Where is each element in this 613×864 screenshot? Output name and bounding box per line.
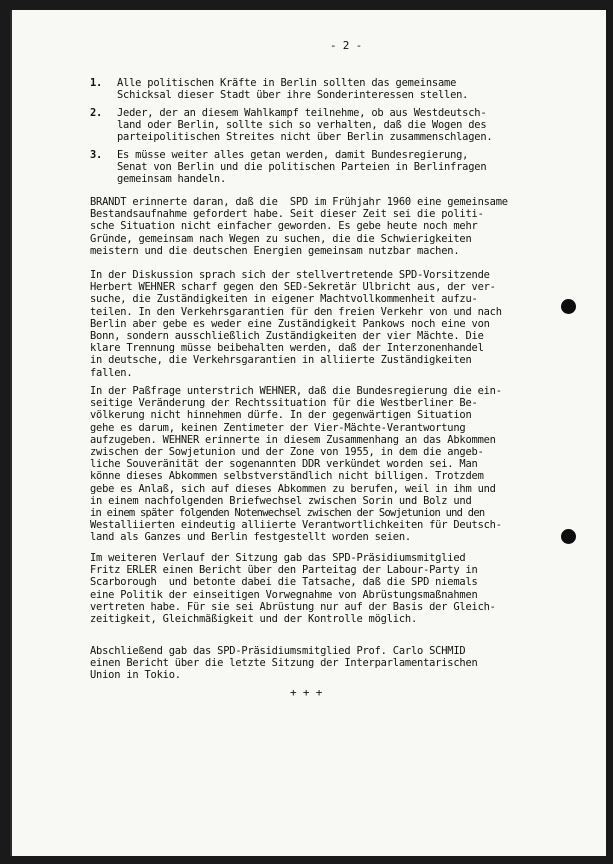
text-line: zwischen der Sowjetunion und der Zone von 1955, in dem die angeb- (90, 446, 484, 459)
text-line: völkerung nicht hinnehmen dürfe. In der gegenwärtigen Situation (90, 409, 472, 422)
text-line: in einem nachfolgenden Briefwechsel zwischen Sorin und Bolz und (90, 494, 472, 507)
text-line: suche, die Zuständigkeiten in eigener Machtvollkommenheit aufzu- (90, 293, 478, 306)
text-line: Berlin aber gebe es weder eine Zuständigkeit Pankows noch eine von (90, 317, 490, 330)
text-line: Herbert WEHNER scharf gegen den SED-Sekretär Ulbricht aus, der ver- (90, 281, 496, 294)
text-line: Union in Tokio. (90, 669, 181, 682)
text-line: Senat von Berlin und die politischen Parteien in Berlinfragen (117, 161, 487, 174)
text-line: vertreten habe. Für sie sei Abrüstung nur auf der Basis der Gleich- (90, 600, 496, 613)
closing-mark: + + + (290, 686, 323, 699)
text-line: Im weiteren Verlauf der Sitzung gab das SPD-Präsidiumsmitglied (90, 552, 466, 564)
document-page (10, 10, 606, 856)
page-number: - 2 - (329, 39, 363, 52)
text-line: Westalliierten eindeutig alliierte Verantwortlichkeiten für Deutsch- (90, 519, 502, 532)
text-line: gehe es darum, keinen Zentimeter der Vier-Mächte-Verantwortung (90, 421, 466, 434)
text-line: zeitigkeit, Gleichmäßigkeit und der Kontrolle möglich. (90, 613, 418, 626)
text-line: einen Bericht über die letzte Sitzung der Interparlamentarischen (90, 657, 478, 670)
text-line: Es müsse weiter alles getan werden, damit Bundesregierung, (117, 149, 469, 161)
numbered-item-3 (90, 149, 486, 186)
item-number: 1. (90, 77, 103, 89)
paragraph-wehner-ulbricht (90, 269, 502, 379)
text-line: Gründe, gemeinsam nach Wegen zu suchen, die die Schwierigkeiten (90, 232, 472, 245)
paragraph-brandt (90, 196, 508, 257)
text-line: Alle politischen Kräfte in Berlin sollten das gemeinsame (117, 77, 457, 89)
text-line: gebe es Anlaß, sich auf dieses Abkommen zu berufen, weil in ihm und (90, 482, 496, 495)
paragraph-passfrage (90, 385, 502, 544)
punch-hole-lower (561, 529, 576, 544)
text-line: klare Trennung müsse beibehalten werden, daß der Interzonenhandel (90, 342, 484, 355)
text-line: In der Paßfrage unterstrich WEHNER, daß die Bundesregierung die ein- (90, 385, 502, 397)
text-line: aufzugeben. WEHNER erinnerte in diesem Zusammenhang an das Abkommen (90, 433, 496, 446)
text-line: in deutsche, die Verkehrsgarantien in alliierte Zuständigkeiten (90, 354, 472, 367)
text-line: in einem später folgenden Notenwechsel zwischen der Sowjetunion und den (90, 507, 485, 520)
text-line: meistern und die deutschen Energien gemeinsam nutzbar machen. (90, 244, 460, 257)
text-line: fallen. (90, 366, 133, 379)
text-line: eine Politik der einseitigen Vorwegnahme von Abrüstungsmaßnahmen (90, 588, 478, 601)
text-line: land oder Berlin, sollte sich so verhalten, daß die Wogen des (117, 119, 487, 132)
text-line: land als Ganzes und Berlin festgestellt worden seien. (90, 531, 411, 544)
text-line: Bonn, sondern ausschließlich Zuständigkeiten der vier Mächte. Die (90, 330, 484, 343)
numbered-item-2 (90, 107, 492, 144)
text-line: Schicksal dieser Stadt über ihre Sonderinteressen stellen. (117, 89, 469, 102)
text-line: Abschließend gab das SPD-Präsidiumsmitglied Prof. Carlo SCHMID (90, 645, 466, 657)
item-number: 3. (90, 149, 103, 161)
text-line: Jeder, der an diesem Wahlkampf teilnehme, ob aus Westdeutsch- (117, 107, 487, 119)
text-line: seitige Veränderung der Rechtssituation für die Westberliner Be- (90, 397, 478, 410)
text-line: parteipolitischen Streites nicht über Berlin zusammenschlagen. (117, 131, 493, 144)
text-line: teilen. In den Verkehrsgarantien für den freien Verkehr von und nach (90, 305, 502, 318)
text-line: sche Situation nicht einfacher geworden. Es gebe heute noch mehr (90, 220, 478, 233)
punch-hole-upper (561, 299, 576, 314)
text-line: Fritz ERLER einen Bericht über den Parteitag der Labour-Party in (90, 564, 478, 577)
text-line: BRANDT erinnerte daran, daß die SPD im Frühjahr 1960 eine gemeinsame (90, 196, 508, 208)
text-line: liche Souveränität der sogenannten DDR verkündet worden sei. Man (90, 458, 478, 471)
text-line: In der Diskussion sprach sich der stellvertretende SPD-Vorsitzende (90, 269, 490, 281)
text-line: könne dieses Abkommen selbstverständlich nicht billigen. Trotzdem (90, 470, 484, 483)
paragraph-schmid (90, 645, 478, 682)
numbered-item-1 (90, 77, 468, 101)
item-number: 2. (90, 107, 103, 119)
paragraph-erler (90, 552, 496, 625)
text-line: Bestandsaufnahme gefordert habe. Seit dieser Zeit sei die politi- (90, 208, 484, 221)
text-line: Scarborough und betonte dabei die Tatsache, daß die SPD niemals (90, 576, 478, 589)
text-line: gemeinsam handeln. (117, 173, 227, 186)
